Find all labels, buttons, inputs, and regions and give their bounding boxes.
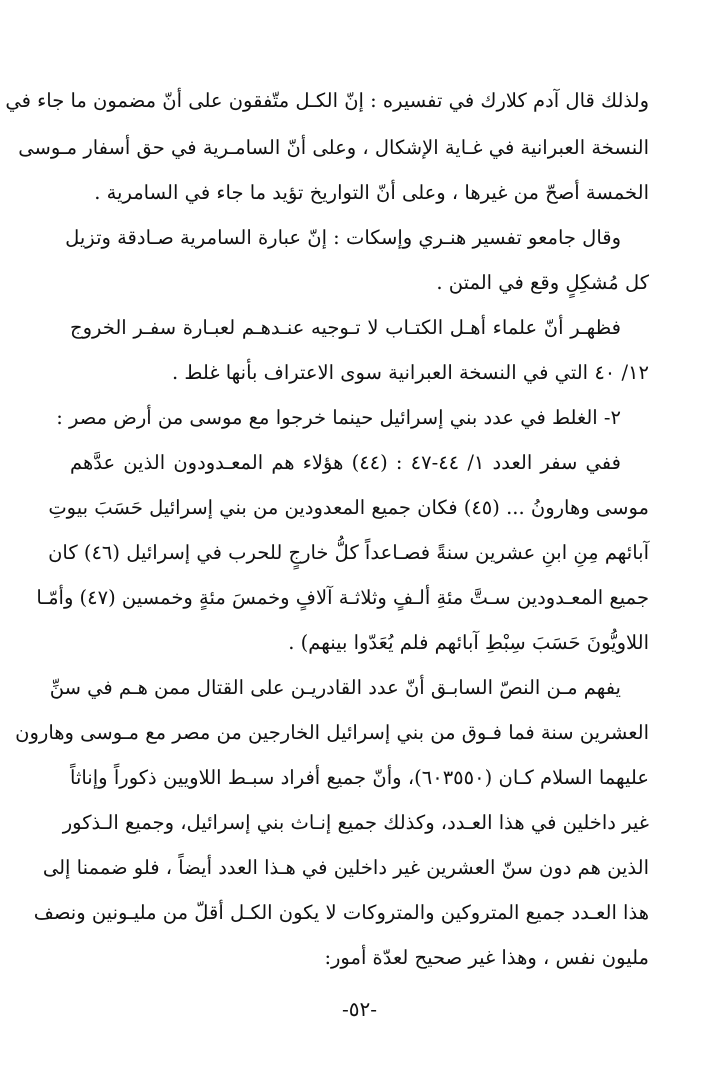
- text-line-9: ففي سفر العدد ١/ ٤٤-٤٧ : (٤٤) هؤلاء هم المعـدودون الذين عدَّهم: [70, 451, 621, 474]
- text-line-5: كل مُشكِلٍ وقع في المتن .: [436, 271, 649, 294]
- text-line-12: جميع المعـدودين سـتَّ مئةِ ألـفٍ وثلاثـة آلافٍ وخمسَ مئةٍ وخمسين (٤٧) وأمّـا: [36, 586, 649, 609]
- text-line-8: ٢- الغلط في عدد بني إسرائيل حينما خرجوا مع موسى من أرض مصر :: [56, 406, 621, 429]
- text-line-1: ولذلك قال آدم كلارك في تفسيره : إنّ الكـل متّفقون على أنّ مضمون ما جاء في: [5, 89, 649, 112]
- text-line-17: غير داخلين في هذا العـدد، وكذلك جميع إنـاث بني إسرائيل، وجميع الـذكور: [62, 811, 649, 834]
- text-line-18: الذين هم دون سنّ العشرين غير داخلين في هـذا العدد أيضاً ، فلو ضممنا إلى: [42, 856, 649, 879]
- text-line-11: آبائهم مِنِ ابنِ عشرين سنةً فصـاعداً كلُّ خارجٍ للحرب في إسرائيل (٤٦) كان: [48, 541, 649, 564]
- text-line-13: اللاويُّونَ حَسَبَ سِبْطِ آبائهم فلم يُعَدّوا بينهم) .: [288, 631, 649, 654]
- text-line-3: الخمسة أصحّ من غيرها ، وعلى أنّ التواريخ تؤيد ما جاء في السامرية .: [94, 181, 649, 204]
- text-line-15: العشرين سنة فما فـوق من بني إسرائيل الخارجين من مصر مع مـوسى وهارون: [15, 721, 649, 744]
- text-line-10: موسى وهارونُ ... (٤٥) فكان جميع المعدودين من بني إسرائيل حَسَبَ بيوتِ: [48, 496, 649, 519]
- text-line-2: النسخة العبرانية في غـاية الإشكال ، وعلى أنّ السامـرية في حق أسفار مـوسى: [18, 136, 649, 159]
- text-line-16: عليهما السلام كـان (٦٠٣٥٥٠)، وأنّ جميع أفراد سبـط اللاويين ذكوراً وإناثاً: [70, 766, 649, 789]
- text-line-19: هذا العـدد جميع المتروكين والمتروكات لا يكون الكـل أقلّ من مليـونين ونصف: [33, 901, 649, 924]
- text-line-20: مليون نفس ، وهذا غير صحيح لعدّة أمور:: [324, 946, 649, 969]
- text-line-7: ١٢/ ٤٠ التي في النسخة العبرانية سوى الاعتراف بأنها غلط .: [171, 361, 649, 384]
- text-line-4: وقال جامعو تفسير هنـري وإسكات : إنّ عبارة السامرية صـادقة وتزيل: [65, 226, 621, 249]
- text-line-14: يفهم مـن النصّ السابـق أنّ عدد القادريـن على القتال ممن هـم في سنِّ: [49, 676, 621, 699]
- page-number: -٥٢-: [341, 997, 377, 1021]
- text-line-6: فظهـر أنّ علماء أهـل الكتـاب لا تـوجيه عنـدهـم لعبـارة سفـر الخروج: [70, 316, 621, 339]
